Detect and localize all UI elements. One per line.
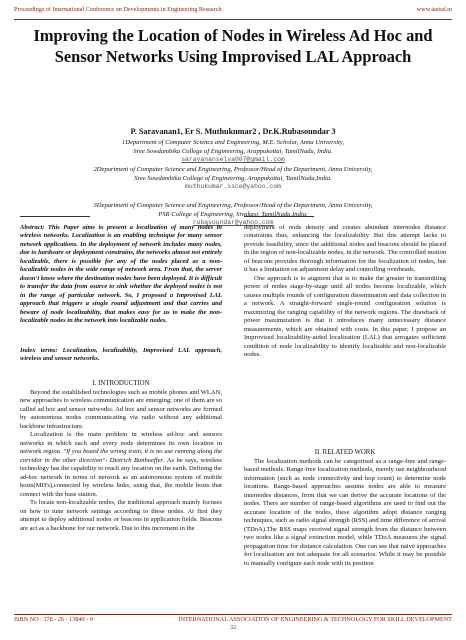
column-rule-left [20, 216, 90, 217]
section-heading-introduction: I. INTRODUCTION [92, 380, 150, 387]
footer-publisher: INTERNATIONAL ASSOCIATION OF ENGINEERING & TECHNOLOGY FOR SKILL DEVELOPMENT [178, 616, 452, 623]
affiliation-3-dept: 3Department of Computer Science and Engineering, Professor/Head of the Department, Anna University, [93, 202, 373, 209]
header-rule [14, 19, 452, 20]
running-header [14, 6, 452, 18]
intro-paragraph-2-end: . As he says, wireless technology has the capability to reach any location on the earth. Defining the ad-hoc network in terms of network as an autonomous system of mobile hosts(MH's),connected by wireless links, using that, the mobile hosts that connect with the base station. [20, 456, 222, 498]
affiliation-1-email[interactable]: saravananselva007@gmail.com [181, 156, 285, 164]
related-work-paragraph-1: The localization methods can be categorised as a range-free and range-based methods. Range-free localization methods, merely use neighbourhood information (such as node connectivity and hop count) to determine node locations. Range-based approaches assume nodes are able to measure internodes distances, from that we can derive the accurate locations of the nodes. There are number of range-based algorithms are used to find out the accurate location of the nodes, these algorithm adopt distance ranging techniques, such as radio signal strength (RSS) and time difference of arrival (TDoA).The RSS maps received signal strength from the distance between two nodes like a signal extinction model, while TDoA measures the signal propagation time for distance calculation. One can see that naive approaches for localization are not adequate for all scenarios. While it may be possible to manually configure each node with its position [244, 458, 446, 567]
author-list: P. Saravanan1, Er S. Muthukumar2 , Dr.K.Rubasoundar 3 [130, 127, 336, 136]
abstract: Abstract: This Paper aims to present a localization of many nodes in wireless networks. Localization is an enabling technique for many sensor network applications. In the deployment of network includes many nodes, due to hardware or deployment constrains, the networks almost not entirely localizable, there is possible for any of the nodes placed as a non-localizable nodes in the wide range of network area. From that, the server doesn't know where the destination nodes have been deployed. It is difficult to transfer the data from source to sink whether the deployed nodes is not in the range of particular network. So, I proposed a Improvised LAL approach that triggers a single round adjustment and that carries and beware of node localizability, that makes easy for us to make the non-localizable nodes in the network into localizable nodes. [20, 224, 222, 324]
page-number: 32 [229, 624, 237, 631]
footer-rule [14, 614, 452, 615]
affiliation-2-dept: 2Department of Computer Science and Engineering, Professor/Head of the Department, Anna University, [93, 166, 373, 173]
affiliation-3-email[interactable]: rubasoundar@yahoo.com [192, 219, 274, 227]
intro-continued-paragraph: deployment of node density and creates abundant internodes distance constraints thus, enhancing the localizability. But this attempt lacks to provide feasibility, since the additional nodes and beacons should be placed in the region of non-localizable nodes, in the network. The controlled motion of beacons provides thorough information for the localization of nodes, but it has a limitation on adjustment delay and controlling overheads. [244, 224, 446, 274]
index-terms: Index terms: Localization, localizability, Improvised LAL approach, wireless and sensor networks. [20, 347, 222, 363]
affiliation-1-dept: 1Department of Computer Science and Engineering, M.E. Scholar, Anna University, [121, 139, 345, 146]
intro-paragraph-2-start: Localization is the main problem in wireless ad-hoc and sensors networks in which each and every node determines its own location in network region. [20, 431, 222, 456]
intro-paragraph-4: One approach is to augment that is to make the greater in transmitting power of nodes stage-by-stage until all nodes become localizable, which causes multiple rounds of configuration dissemination and data collection in a network. A straight-forward single-round configuration solution is maximizing the ranging capability of the network regions. The drawback of power maximization is that it introduces many unnecessary distance measurements, which are obtained with costs. In this paper, I propose an Improvised localizability-aided localization (LAL) that arrogates sufficient condition of node localizability to identify localizable and non-localizable nodes. [244, 274, 446, 359]
affiliation-1 [24, 139, 442, 165]
affiliation-2-college: Sree Sowdambika College of Engineering, Aruppukottai, TamilNadu,India. [134, 174, 332, 182]
introduction-body-continued [244, 224, 446, 360]
related-work-body [244, 458, 446, 568]
header-conference: Proceedings of International Conference on Developments in Engineering Research [14, 6, 222, 13]
affiliation-2-email[interactable]: muthukumar.ssce@yahoo.com [185, 183, 281, 191]
running-footer [14, 616, 452, 623]
affiliation-2 [24, 166, 442, 192]
intro-paragraph-1: Beyond the established technologies such as mobile phones and WLAN, new approaches to wireless communication are emerging; one of them are so called ad hoc and sensor networks. Ad hoc and sensor networks are formed by autonomous nodes communicating via radio without any additional backbone infrastructure. [20, 389, 222, 430]
introduction-body [20, 389, 222, 533]
affiliation-3-college: PSR College of Engineering, Sivakasi, TamilNadu,India. [158, 210, 308, 218]
intro-paragraph-2 [20, 431, 222, 499]
section-heading-related-work: II. RELATED WORK [314, 449, 376, 456]
affiliation-1-college: Sree Sowdambika College of Engineering, Aruppukottai, TamilNadu, India. [133, 147, 333, 155]
column-rule-right [244, 216, 314, 217]
footer-isbn: ISBN NO : 378 - 26 - 13840 - 9 [14, 616, 93, 623]
header-website[interactable]: www.iaetsd.in [416, 6, 452, 13]
paper-title: Improving the Location of Nodes in Wireless Ad Hoc and Sensor Networks Using Improvised LAL Approach [33, 26, 433, 66]
intro-paragraph-3: To locate non-localizable nodes, the traditional approach mainly focuses on how to tune network settings according to these nodes. At first they attempt to deploy additional nodes or beacons in application fields. Beacons are act as a backbone for our network. Due to this increment in the [20, 499, 222, 532]
intro-quote: "If you board the wrong train, it is no use running along the corridor in the other direction"- Dietrich Bonhoeffer [20, 448, 223, 464]
